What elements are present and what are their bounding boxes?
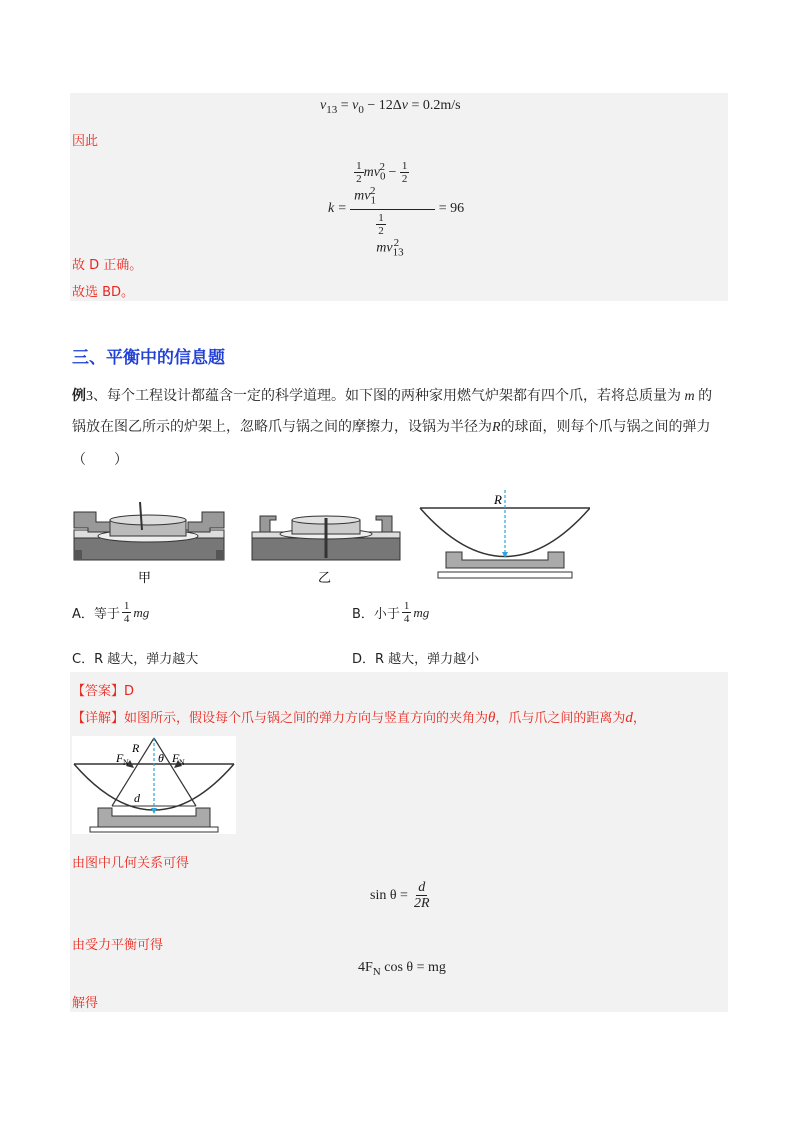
stove-yi-figure <box>252 516 400 560</box>
r-label: R <box>132 741 140 755</box>
velocity-equation: $v_{13} = v_0 - 12\Delta v = 0.2m/s$ <box>320 98 461 116</box>
stove-jia-figure <box>74 502 224 560</box>
question-line-1: 例3、每个工程设计都蕴含一定的科学道理。如下图的两种家用燃气炉架都有四个爪，若将总质量为 m 的 <box>72 389 713 404</box>
theta-label: θ <box>158 751 164 765</box>
label-jia: 甲 <box>138 571 152 586</box>
section-title: 三、平衡中的信息题 <box>72 348 225 368</box>
option-c[interactable]: C．R 越大，弹力越大 <box>72 652 199 667</box>
question-line-2: 锅放在图乙所示的炉架上，忽略爪与锅之间的摩擦力，设锅为半径为R的球面，则每个爪与锅之间的弹力 <box>72 420 711 435</box>
k-ratio-equation: k = $\frac{1}{2}$ $mv_0^2$ − $\frac{1}{2}$ $mv_1^2$ $\frac{1}{2}$ $mv_{13}^2$ = 96 <box>328 160 465 259</box>
label-R: R <box>494 492 502 507</box>
option-a[interactable]: A．等于 $\frac{1}{4}$ mg <box>72 600 150 626</box>
question-paren: （ ） <box>72 453 128 468</box>
therefore-text: 因此 <box>72 134 99 149</box>
force-balance-text: 由受力平衡可得 <box>72 938 164 953</box>
geometry-text: 由图中几何关系可得 <box>72 856 190 871</box>
d-correct-text: 故 D 正确。 <box>72 258 143 273</box>
answer-label: 【答案】D <box>72 684 135 699</box>
example-label: 例 <box>72 389 86 404</box>
solve-text: 解得 <box>72 996 99 1011</box>
fn-right: F <box>172 751 180 765</box>
choose-answer-text: 故选 BD。 <box>72 285 135 300</box>
force-equation: $4F_N$ cos θ = mg <box>358 960 446 978</box>
fn-left: F <box>116 751 124 765</box>
detail-line: 【详解】如图所示，假设每个爪与锅之间的弹力方向与竖直方向的夹角为θ，爪与爪之间的距离为d， <box>72 710 646 726</box>
fn-left-sub: N <box>123 758 129 767</box>
option-b[interactable]: B．小于 $\frac{1}{4}$ mg <box>352 600 430 626</box>
label-yi: 乙 <box>318 571 332 586</box>
bowl-cross-section <box>420 490 590 578</box>
force-diagram <box>72 736 236 834</box>
stove-figures <box>70 490 590 590</box>
fn-right-sub: N <box>179 758 185 767</box>
option-d[interactable]: D．R 越大，弹力越小 <box>352 652 480 667</box>
sin-theta-equation: sin θ = $\frac{d}{2R}$ <box>370 880 430 912</box>
d-label: d <box>134 791 140 805</box>
